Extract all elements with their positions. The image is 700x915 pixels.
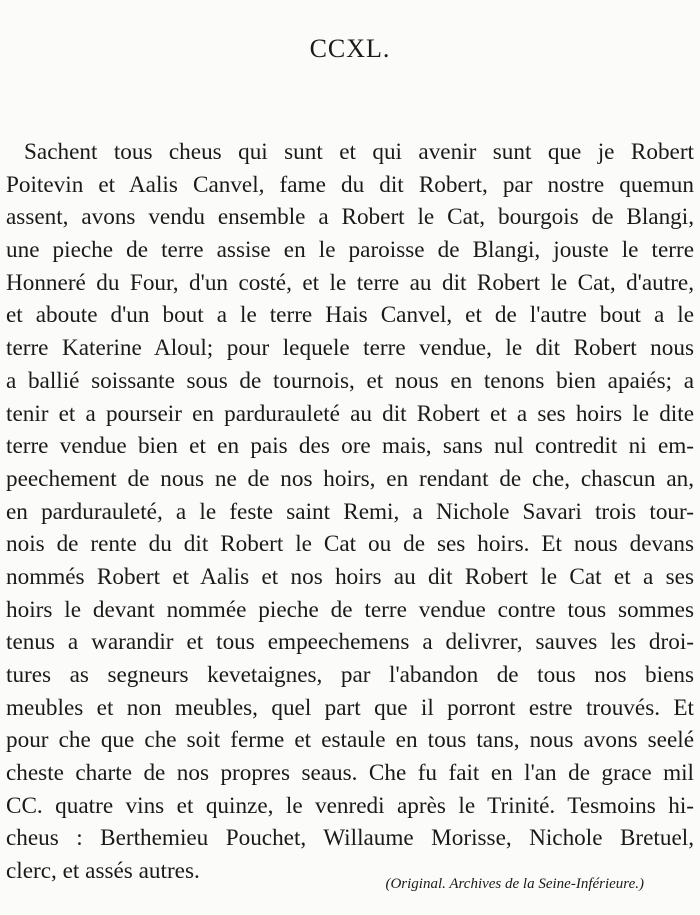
charter-number-heading: CCXL.: [309, 34, 391, 63]
text-line: une pieche de terre assise en le paroisse de Blangi, jouste le terre: [6, 237, 694, 264]
text-line: a ballié soissante sous de tournois, et nous en tenons bien apaiés; a: [6, 367, 694, 394]
text-line: en parduraulеté, a le feste saint Remi, a Nichole Savari trois tour-: [6, 498, 694, 525]
text-line: clerc, et assés autres.: [6, 858, 200, 885]
text-line: pour che que che soit ferme et estaule en tous tans, nous avons seelé: [6, 727, 694, 754]
text-line: meubles et non meubles, quel part que il porront estre trouvés. Et: [6, 694, 694, 721]
text-line: peechement de nous ne de nos hoirs, en rendant de che, chascun an,: [6, 465, 694, 492]
text-line: terre vendue bien et en pais des ore mais, sans nul contredit ni em-: [6, 433, 694, 460]
text-line: hoirs le devant nommée pieche de terre vendue contre tous sommes: [6, 596, 694, 623]
text-line: cheste charte de nos propres seaus. Che fu fait en l'an de grace mil: [6, 760, 694, 787]
text-line: Poitevin et Aalis Canvel, fame du dit Robert, par nostre quemun: [6, 171, 694, 198]
text-line: Sachent tous cheus qui sunt et qui avenir sunt que je Robert: [24, 139, 694, 165]
text-line: Honneré du Four, d'un costé, et le terre au dit Robert le Cat, d'autre,: [6, 269, 694, 296]
text-line: et aboute d'un bout a le terre Hais Canvel, et de l'autre bout a le: [6, 302, 694, 329]
text-line: terre Katerine Aloul; pour lequele terre vendue, le dit Robert nous: [6, 335, 694, 362]
text-line: nommés Robert et Aalis et nos hoirs au dit Robert le Cat et a ses: [6, 563, 694, 590]
charter-body: [6, 136, 694, 888]
text-line: nois de rente du dit Robert le Cat ou de ses hoirs. Et nous devans: [6, 531, 694, 558]
text-line: assent, avons vendu ensemble a Robert le Cat, bourgois de Blangi,: [6, 204, 694, 231]
text-line: tenir et a pourseir en parduraulеté au dit Robert et a ses hoirs le dite: [6, 400, 694, 427]
text-line: tenus a warandir et tous empeechemens a delivrer, sauves les droi-: [6, 629, 694, 656]
text-line: cheus : Berthemieu Pouchet, Willaume Morisse, Nichole Bretuel,: [6, 825, 694, 852]
text-line: tures as segneurs kevetaignes, par l'abandon de tous nos biens: [6, 662, 694, 688]
source-citation: (Original. Archives de la Seine-Inférieure.): [385, 876, 644, 892]
text-line: CC. quatre vins et quinze, le venredi après le Trinité. Tesmoins hi-: [6, 792, 694, 819]
